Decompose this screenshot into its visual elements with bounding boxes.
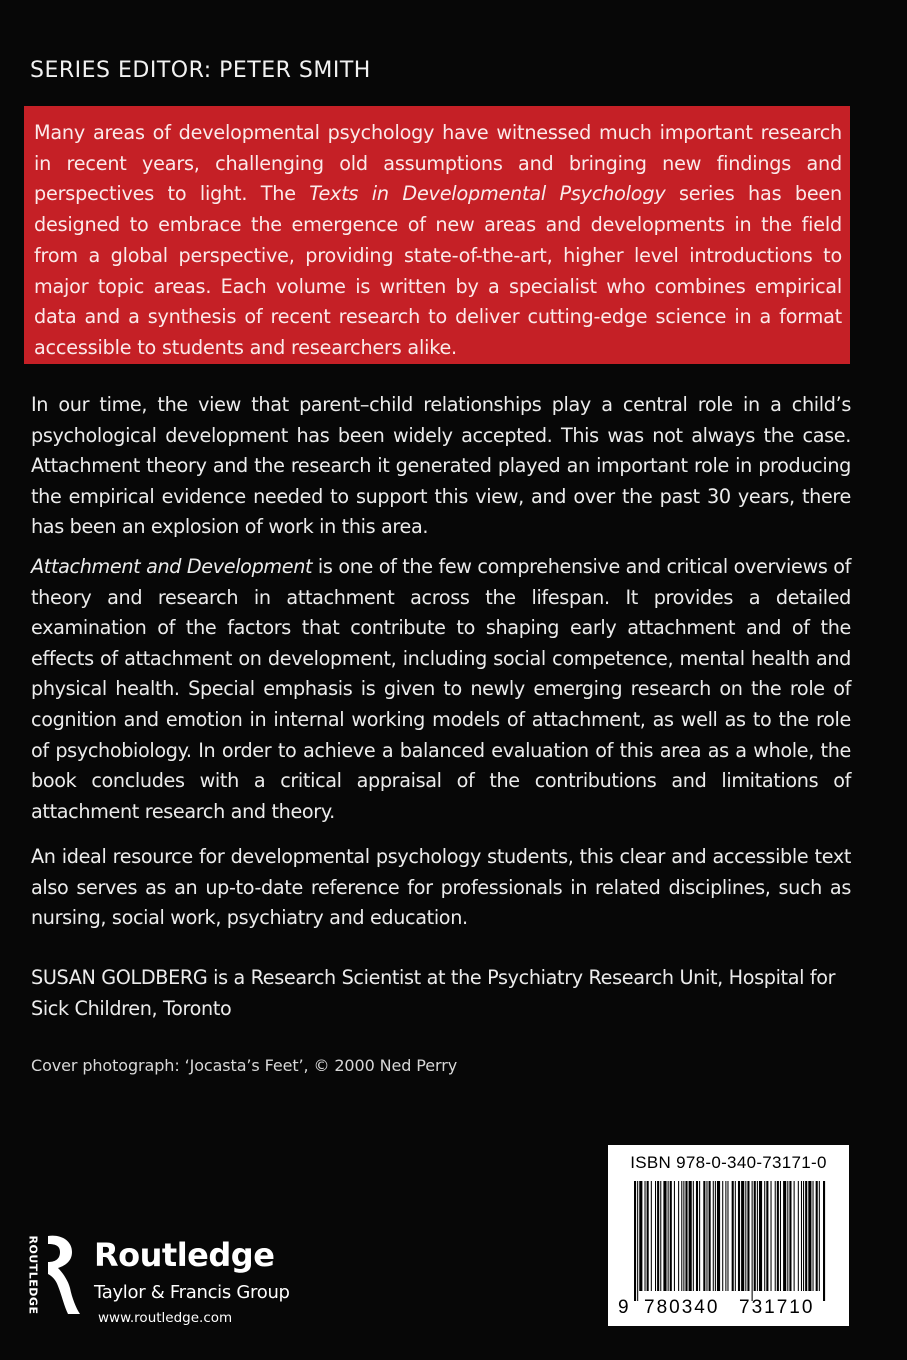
barcode-bar (696, 1181, 698, 1291)
barcode-bar (766, 1181, 768, 1291)
barcode-bar (647, 1181, 649, 1291)
barcode-digit-first: 9 (618, 1297, 629, 1318)
barcode-bar (771, 1181, 772, 1291)
barcode-bar (655, 1181, 656, 1291)
barcode-bar (663, 1181, 666, 1291)
publisher-url: www.routledge.com (98, 1310, 233, 1326)
barcode-bar (678, 1181, 679, 1291)
barcode-bar (715, 1181, 716, 1291)
description-paragraph-3: An ideal resource for developmental psychology students, this clear and accessible text also serves as an up-to-date reference for professionals in related disciplines, such as nursing, social work, psychiatry and education. (31, 845, 851, 930)
barcode-bar (713, 1181, 714, 1291)
barcode-bar (674, 1181, 675, 1291)
barcode-bar (717, 1181, 720, 1291)
barcode-bar (759, 1181, 762, 1291)
barcode-bar (808, 1181, 811, 1291)
barcode-bar (681, 1181, 682, 1291)
barcode-box (608, 1145, 849, 1326)
barcode-icon (632, 1181, 828, 1301)
barcode-bar (735, 1181, 736, 1291)
series-editor: SERIES EDITOR: PETER SMITH (30, 58, 371, 83)
barcode-bar (787, 1181, 788, 1291)
barcode-bar (803, 1181, 804, 1291)
book-title: Attachment and Development (31, 555, 313, 578)
author-bio: SUSAN GOLDBERG is a Research Scientist at the Psychiatry Research Unit, Hospital for Sick Children, Toronto (31, 966, 836, 1020)
series-description-text: Many areas of developmental psychology have witnessed much important research in recent years, challenging old assumptions and bringing new findings and perspectives to light. The (34, 121, 842, 206)
publisher-vertical-name (22, 1234, 44, 1316)
series-description-text-cont: series has been designed to embrace the emergence of new areas and developments in the field from a global perspective, providing state-of-the-art, higher level introductions to major topic areas. Each volume is written by a specialist who combines empirical data and a synthesis of recent research to deliver cutting-edge science in a format accessible to students and researchers alike. (34, 182, 842, 359)
barcode-bar (738, 1181, 740, 1291)
barcode-bar (722, 1181, 723, 1291)
barcode-bar (764, 1181, 765, 1291)
barcode-bar (670, 1181, 672, 1291)
barcode-bar (683, 1181, 684, 1291)
barcode-bar (757, 1181, 758, 1291)
publisher-logo (22, 1232, 322, 1332)
barcode-bar (725, 1181, 726, 1291)
description-paragraph-1: In our time, the view that parent–child relationships play a central role in a child’s psychological development has been widely accepted. This was not always the case. Attachment theory and the research it generated played an important role in producing the empirical evidence needed to support this view, and over the past 30 years, there has been an explosion of work in this area. (31, 393, 851, 539)
publisher-group: Taylor & Francis Group (94, 1282, 290, 1303)
barcode-digits-left: 780340 (644, 1297, 720, 1318)
barcode-bar (699, 1181, 700, 1291)
barcode-bar (777, 1181, 779, 1291)
barcode-bar (634, 1181, 636, 1301)
barcode-bar (819, 1181, 820, 1291)
publisher-vertical-label: ROUTLEDGE (26, 1235, 40, 1315)
barcode-bar (780, 1181, 781, 1291)
barcode-bar (732, 1181, 734, 1291)
barcode-bar (754, 1181, 756, 1291)
barcode-bar (823, 1181, 825, 1301)
barcode-bar (805, 1181, 807, 1291)
barcode-bar (727, 1181, 728, 1291)
barcode-bar (693, 1181, 694, 1291)
series-description-box (24, 106, 850, 364)
barcode-bar (745, 1181, 746, 1291)
barcode-bar (651, 1181, 652, 1291)
barcode-bar (789, 1181, 791, 1291)
barcode-bar (816, 1181, 818, 1291)
description-paragraph-2-text: is one of the few comprehensive and critical overviews of theory and research in attachment across the lifespan. It provides a detailed examination of the factors that contribute to shaping early attachment and of the effects of attachment on development, including social competence, mental health and physical health. Special emphasis is given to newly emerging research on the role of cognition and emotion in internal working models of attachment, as well as to the role of psychobiology. In order to achieve a balanced evaluation of this area as a whole, the book concludes with a critical appraisal of the contributions and limitations of attachment research and theory. (31, 555, 852, 823)
barcode-bar (813, 1181, 814, 1291)
barcode-bar (685, 1181, 687, 1291)
barcode-bar (747, 1181, 749, 1291)
barcode-bar (657, 1181, 659, 1291)
barcode-bar (709, 1181, 711, 1291)
barcode-bar (639, 1181, 642, 1291)
barcode-bar (689, 1181, 692, 1291)
routledge-r-logo-icon (42, 1232, 82, 1316)
isbn-label: ISBN 978-0-340-73171-0 (630, 1153, 827, 1172)
barcode-bar (783, 1181, 786, 1291)
series-title: Texts in Developmental Psychology (309, 182, 666, 206)
barcode-digits-right: 731710 (739, 1297, 815, 1318)
barcode-bar (645, 1181, 646, 1291)
barcode-bar (798, 1181, 799, 1291)
barcode-bar (741, 1181, 744, 1291)
description-paragraph-2 (31, 552, 851, 827)
barcode-bar (775, 1181, 776, 1291)
barcode-bar (706, 1181, 707, 1291)
barcode-bar (637, 1181, 638, 1301)
barcode-bar (752, 1181, 753, 1301)
barcode-bar (660, 1181, 661, 1291)
barcode-bar (668, 1181, 669, 1291)
barcode-bar (801, 1181, 802, 1291)
cover-credit: Cover photograph: ‘Jocasta’s Feet’, © 2000 Ned Perry (31, 1056, 458, 1075)
barcode-bar (794, 1181, 795, 1291)
barcode-bar (703, 1181, 705, 1291)
publisher-brand: Routledge (94, 1236, 275, 1274)
